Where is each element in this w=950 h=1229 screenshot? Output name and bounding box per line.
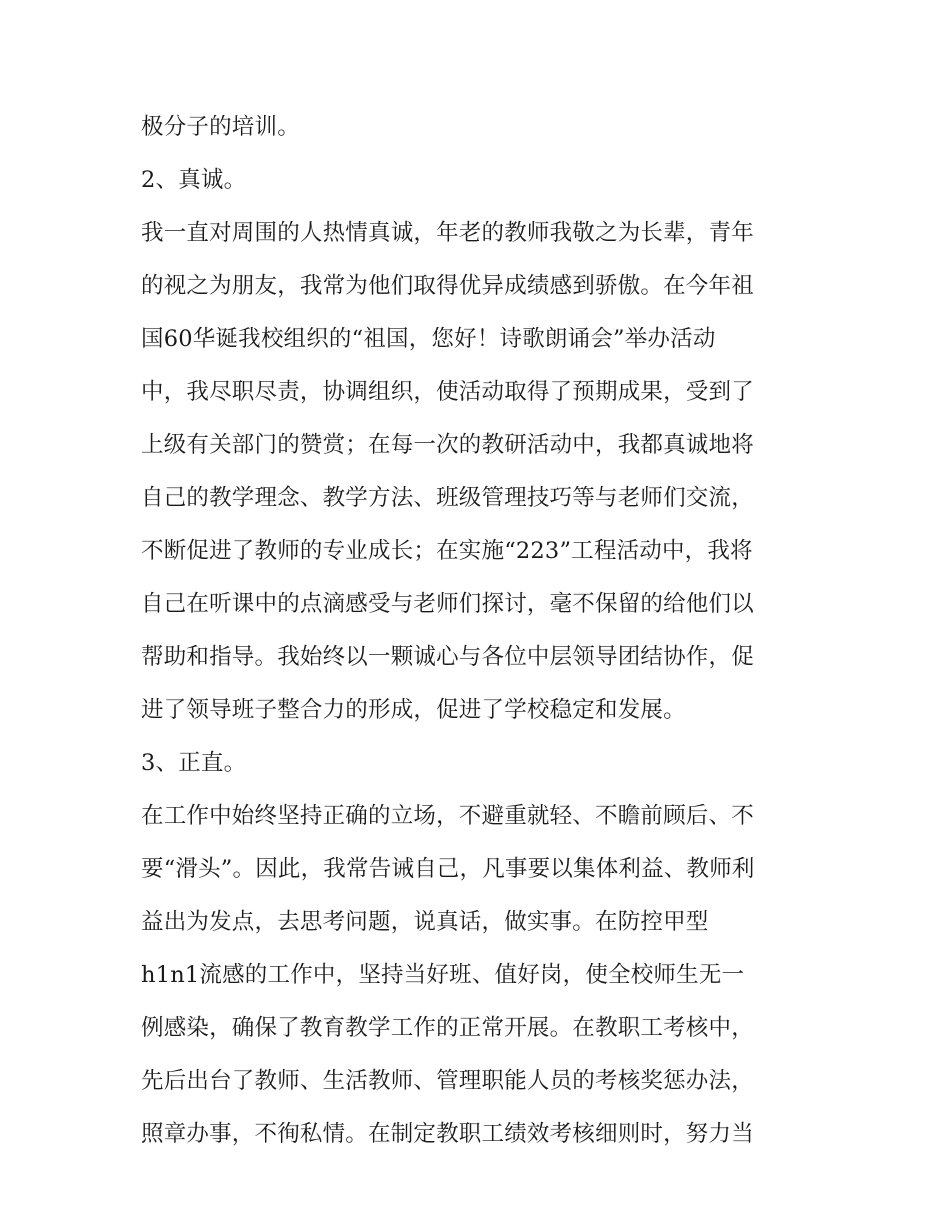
text-line: 不断促进了教师的专业成长；在实施“223”工程活动中，我将 [141, 538, 753, 564]
text-line: 帮助和指导。我始终以一颗诚心与各位中层领导团结协作，促 [141, 644, 754, 670]
text-line: 益出为发点，去思考问题，说真话，做实事。在防控甲型 [141, 909, 709, 935]
text-line: 极分子的培训。 [141, 114, 300, 140]
text-line: 例感染，确保了教育教学工作的正常开展。在教职工考核中， [141, 1015, 754, 1041]
text-line: 上级有关部门的赞赏；在每一次的教研活动中，我都真诚地将 [141, 432, 754, 458]
text-line: 在工作中始终坚持正确的立场，不避重就轻、不瞻前顾后、不 [141, 803, 754, 829]
text-line: 自己的教学理念、教学方法、班级管理技巧等与老师们交流， [141, 485, 754, 511]
text-line: 先后出台了教师、生活教师、管理职能人员的考核奖惩办法， [141, 1068, 754, 1094]
section-heading: 3、正直。 [141, 750, 247, 776]
section-heading: 2、真诚。 [141, 167, 247, 193]
text-line: 的视之为朋友，我常为他们取得优异成绩感到骄傲。在今年祖 [141, 273, 754, 299]
text-line: 进了领导班子整合力的形成，促进了学校稳定和发展。 [141, 697, 686, 723]
text-line: h1n1流感的工作中，坚持当好班、值好岗，使全校师生无一 [141, 962, 745, 988]
text-line: 我一直对周围的人热情真诚，年老的教师我敬之为长辈，青年 [141, 220, 754, 246]
text-line: 照章办事，不徇私情。在制定教职工绩效考核细则时，努力当 [141, 1121, 754, 1147]
text-line: 国60华诞我校组织的“祖国，您好！诗歌朗诵会”举办活动 [141, 326, 716, 352]
text-line: 自己在听课中的点滴感受与老师们探讨，毫不保留的给他们以 [141, 591, 754, 617]
text-line: 中，我尽职尽责，协调组织，使活动取得了预期成果，受到了 [141, 379, 754, 405]
text-line: 要“滑头”。因此，我常告诫自己，凡事要以集体利益、教师利 [141, 856, 755, 882]
